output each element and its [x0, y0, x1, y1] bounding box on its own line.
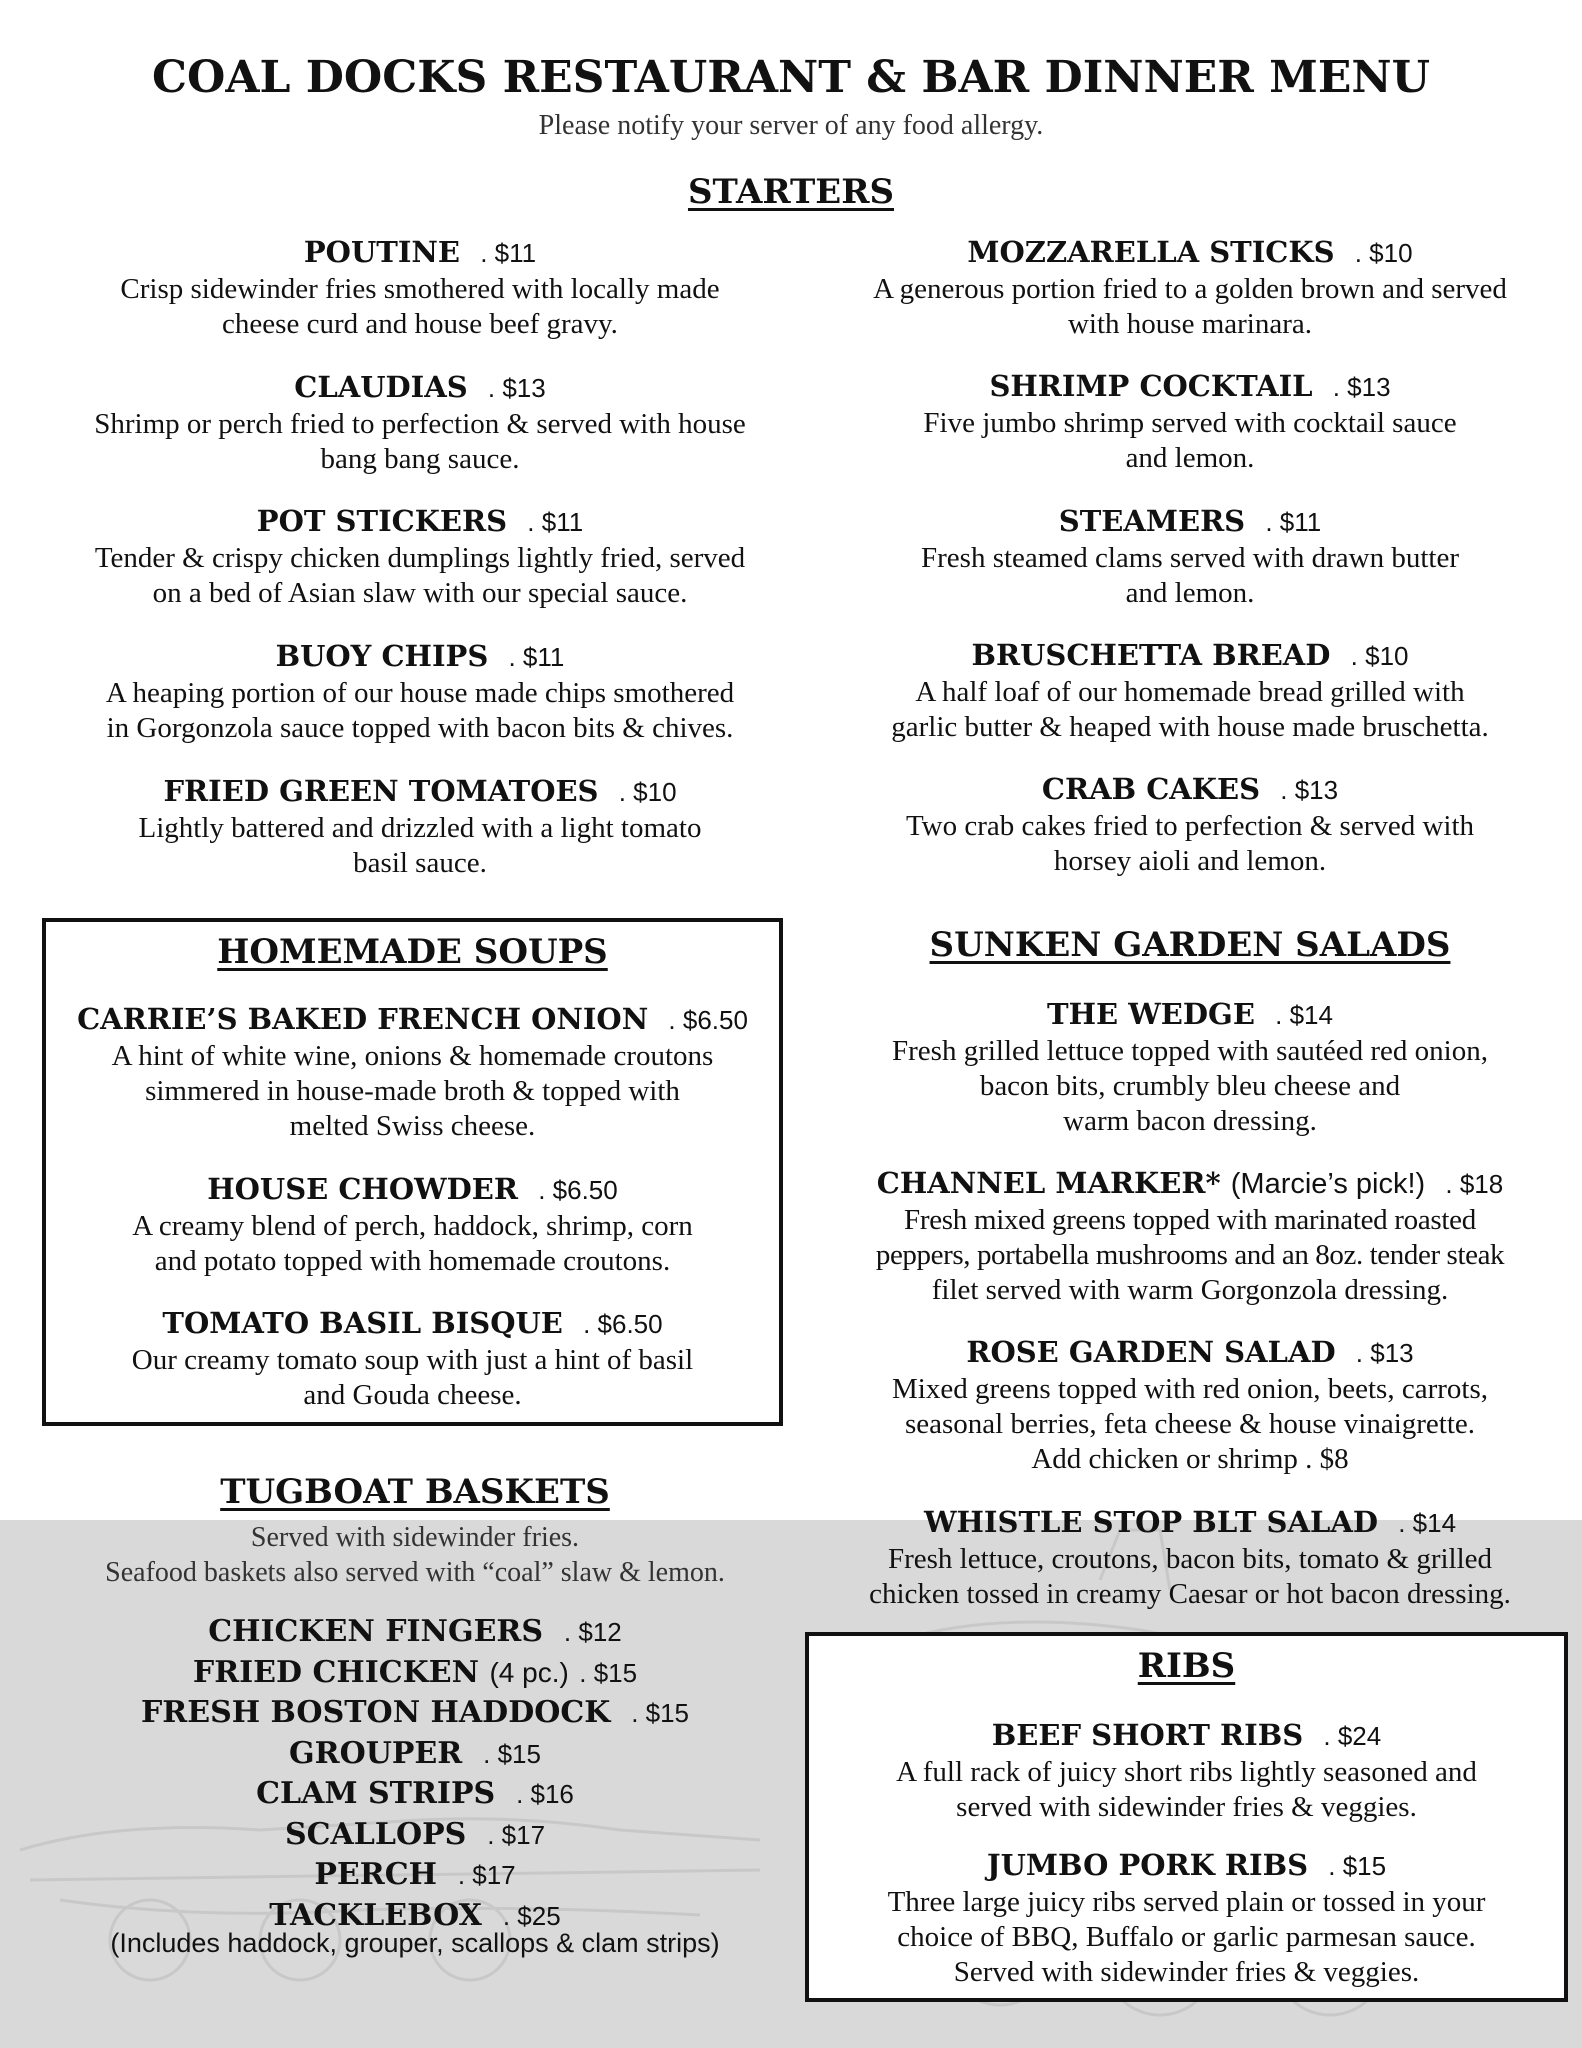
item-desc-line: filet served with warm Gorgonzola dressing.: [931, 1274, 1449, 1306]
item-price: . $11: [480, 238, 537, 268]
starter-item: [800, 367, 1580, 476]
baskets-heading: TUGBOAT BASKETS: [220, 1472, 610, 1512]
item-name: FRIED CHICKEN: [192, 1654, 479, 1690]
item-name: ROSE GARDEN SALAD: [966, 1335, 1336, 1369]
item-price: . $10: [618, 777, 677, 807]
starter-item: [40, 233, 800, 342]
allergy-notice: Please notify your server of any food allergy.: [538, 110, 1044, 141]
baskets-note: Seafood baskets also served with “coal” slaw & lemon.: [105, 1557, 725, 1588]
item-price: . $11: [527, 507, 584, 537]
item-desc-line: Two crab cakes fried to perfection & served with: [905, 810, 1475, 842]
soup-item: [46, 1170, 779, 1279]
item-desc-line: A half loaf of our homemade bread grilled with: [915, 676, 1465, 708]
item-name: TOMATO BASIL BISQUE: [162, 1306, 563, 1340]
item-desc-line: A creamy blend of perch, haddock, shrimp, corn: [132, 1210, 693, 1242]
item-desc-line: chicken tossed in creamy Caesar or hot bacon dressing.: [869, 1578, 1511, 1610]
item-name: HOUSE CHOWDER: [207, 1172, 519, 1206]
ribs-item: [809, 1716, 1564, 1825]
soup-item: [46, 1304, 779, 1413]
salad-item: [800, 1333, 1580, 1477]
starter-item: [40, 637, 800, 746]
item-desc-line: Fresh lettuce, croutons, bacon bits, tomato & grilled: [887, 1543, 1493, 1575]
item-desc-line: Fresh grilled lettuce topped with sautéed red onion,: [892, 1035, 1488, 1067]
item-name: JUMBO PORK RIBS: [986, 1848, 1309, 1882]
starter-item: [800, 502, 1580, 611]
item-name: FRIED GREEN TOMATOES: [163, 774, 599, 808]
item-desc-line: garlic butter & heaped with house made bruschetta.: [891, 711, 1489, 743]
item-desc-line: simmered in house-made broth & topped with: [145, 1075, 680, 1107]
item-desc-line: Served with sidewinder fries & veggies.: [953, 1956, 1420, 1988]
item-name: CARRIE’S BAKED FRENCH ONION: [77, 1002, 649, 1036]
item-price: . $14: [1398, 1508, 1457, 1538]
basket-item: [30, 1693, 800, 1734]
starter-item: [800, 770, 1580, 879]
item-price: . $13: [1332, 372, 1391, 402]
starter-item: [40, 772, 800, 881]
basket-item: [30, 1612, 800, 1653]
item-desc-line: and lemon.: [1125, 577, 1255, 609]
item-note: (Marcie’s pick!): [1230, 1168, 1426, 1200]
item-desc-line: served with sidewinder fries & veggies.: [956, 1791, 1417, 1823]
item-name: SCALLOPS: [284, 1816, 467, 1852]
baskets-note: Served with sidewinder fries.: [250, 1522, 580, 1553]
item-name: THE WEDGE: [1047, 997, 1255, 1031]
item-name: CHICKEN FINGERS: [208, 1614, 544, 1649]
item-desc-line: Add chicken or shrimp . $8: [1031, 1443, 1349, 1475]
item-desc-line: seasonal berries, feta cheese & house vinaigrette.: [904, 1408, 1476, 1440]
item-price: . $24: [1323, 1721, 1382, 1751]
item-desc-line: in Gorgonzola sauce topped with bacon bits & chives.: [106, 712, 734, 744]
item-desc-line: A hint of white wine, onions & homemade croutons: [111, 1040, 714, 1072]
item-desc-line: Shrimp or perch fried to perfection & served with house: [94, 408, 746, 440]
item-price: . $25: [502, 1900, 561, 1931]
starter-item: [800, 636, 1580, 745]
item-desc-line: Lightly battered and drizzled with a light tomato: [138, 812, 702, 844]
item-price: . $11: [508, 642, 565, 672]
item-name: POT STICKERS: [256, 504, 508, 538]
item-price: . $6.50: [668, 1005, 748, 1035]
basket-item: [30, 1653, 800, 1694]
item-desc-line: A generous portion fried to a golden brown and served: [873, 273, 1507, 305]
salads-heading: SUNKEN GARDEN SALADS: [929, 925, 1451, 965]
salad-item: [800, 1503, 1580, 1612]
item-price: . $13: [487, 373, 546, 403]
baskets-list: [30, 1612, 800, 1936]
item-price: . $16: [516, 1779, 574, 1809]
item-price: . $14: [1275, 1000, 1333, 1030]
ribs-item: [809, 1846, 1564, 1990]
item-name: TACKLEBOX: [269, 1897, 482, 1933]
item-desc-line: warm bacon dressing.: [1063, 1105, 1317, 1137]
item-desc-line: peppers, portabella mushrooms and an 8oz. tender steak: [875, 1239, 1505, 1271]
basket-item: [30, 1815, 800, 1856]
item-name: POUTINE: [303, 235, 460, 269]
item-price: . $13: [1355, 1338, 1414, 1368]
item-name: SHRIMP COCKTAIL: [989, 369, 1313, 403]
item-price: . $10: [1354, 238, 1413, 268]
starter-item: [40, 368, 800, 477]
item-desc-line: A heaping portion of our house made chips smothered: [105, 677, 735, 709]
item-desc-line: Three large juicy ribs served plain or tossed in your: [887, 1886, 1486, 1918]
item-desc-line: Tender & crispy chicken dumplings lightly fried, served: [94, 542, 746, 574]
item-desc-line: bacon bits, crumbly bleu cheese and: [979, 1070, 1401, 1102]
salad-item: [800, 995, 1580, 1139]
item-price: . $10: [1350, 641, 1409, 671]
item-desc-line: basil sauce.: [353, 847, 487, 879]
item-price: . $15: [631, 1698, 690, 1728]
salad-item: [800, 1164, 1580, 1308]
soups-heading: HOMEMADE SOUPS: [217, 932, 608, 972]
item-price: . $13: [1280, 775, 1339, 805]
item-name: GROUPER: [289, 1735, 463, 1771]
item-price: . $6.50: [538, 1175, 618, 1205]
item-desc-line: Fresh mixed greens topped with marinated roasted: [904, 1204, 1476, 1236]
item-price: . $17: [457, 1860, 516, 1890]
basket-item: [30, 1734, 800, 1775]
item-desc-line: A full rack of juicy short ribs lightly seasoned and: [896, 1756, 1477, 1788]
item-price: . $11: [1265, 507, 1322, 537]
item-price: . $15: [579, 1657, 638, 1688]
item-name: PERCH: [314, 1857, 437, 1892]
item-desc-line: Our creamy tomato soup with just a hint of basil: [131, 1344, 694, 1376]
item-name: BEEF SHORT RIBS: [991, 1718, 1304, 1752]
soups-box: [42, 918, 783, 1426]
starter-item: [40, 502, 800, 611]
ribs-heading: RIBS: [1137, 1646, 1236, 1686]
item-name: BUOY CHIPS: [275, 639, 489, 673]
item-desc-line: bang bang sauce.: [320, 443, 520, 475]
basket-item: [30, 1774, 800, 1815]
basket-item: [30, 1855, 800, 1896]
item-name: FRESH BOSTON HADDOCK: [140, 1695, 611, 1730]
item-desc-line: choice of BBQ, Buffalo or garlic parmesan sauce.: [897, 1921, 1476, 1953]
item-desc-line: with house marinara.: [1067, 308, 1312, 340]
item-name: CLAUDIAS: [294, 370, 468, 404]
item-name: WHISTLE STOP BLT SALAD: [923, 1505, 1378, 1539]
item-desc-line: Mixed greens topped with red onion, beets, carrots,: [892, 1373, 1488, 1405]
soup-item: [46, 1000, 779, 1144]
tacklebox-footnote: (Includes haddock, grouper, scallops & clam strips): [110, 1928, 720, 1958]
item-note: (4 pc.): [489, 1656, 569, 1688]
item-desc-line: cheese curd and house beef gravy.: [222, 308, 618, 340]
item-price: . $15: [1328, 1851, 1387, 1881]
item-name: CHANNEL MARKER*: [876, 1166, 1221, 1200]
item-price: . $18: [1445, 1169, 1504, 1199]
item-price: . $17: [487, 1819, 546, 1850]
item-desc-line: on a bed of Asian slaw with our special sauce.: [152, 577, 688, 609]
item-desc-line: and lemon.: [1125, 442, 1255, 474]
item-name: CLAM STRIPS: [256, 1776, 496, 1811]
item-desc-line: and Gouda cheese.: [303, 1379, 522, 1411]
item-price: . $12: [563, 1617, 622, 1647]
starter-item: [800, 233, 1580, 342]
starters-heading: STARTERS: [687, 172, 895, 212]
item-desc-line: Crisp sidewinder fries smothered with locally made: [120, 273, 720, 305]
item-desc-line: melted Swiss cheese.: [289, 1110, 536, 1142]
item-name: CRAB CAKES: [1041, 772, 1261, 806]
item-price: . $15: [483, 1738, 541, 1769]
ribs-box: [805, 1632, 1568, 2002]
menu-title: COAL DOCKS RESTAURANT & BAR DINNER MENU: [152, 52, 1430, 103]
item-desc-line: horsey aioli and lemon.: [1053, 845, 1327, 877]
item-price: . $6.50: [583, 1309, 663, 1339]
item-desc-line: Five jumbo shrimp served with cocktail sauce: [923, 407, 1457, 439]
item-name: BRUSCHETTA BREAD: [971, 638, 1331, 672]
item-name: STEAMERS: [1058, 504, 1246, 538]
item-name: MOZZARELLA STICKS: [967, 235, 1335, 269]
item-desc-line: and potato topped with homemade croutons.: [154, 1245, 671, 1277]
item-desc-line: Fresh steamed clams served with drawn butter: [921, 542, 1459, 574]
